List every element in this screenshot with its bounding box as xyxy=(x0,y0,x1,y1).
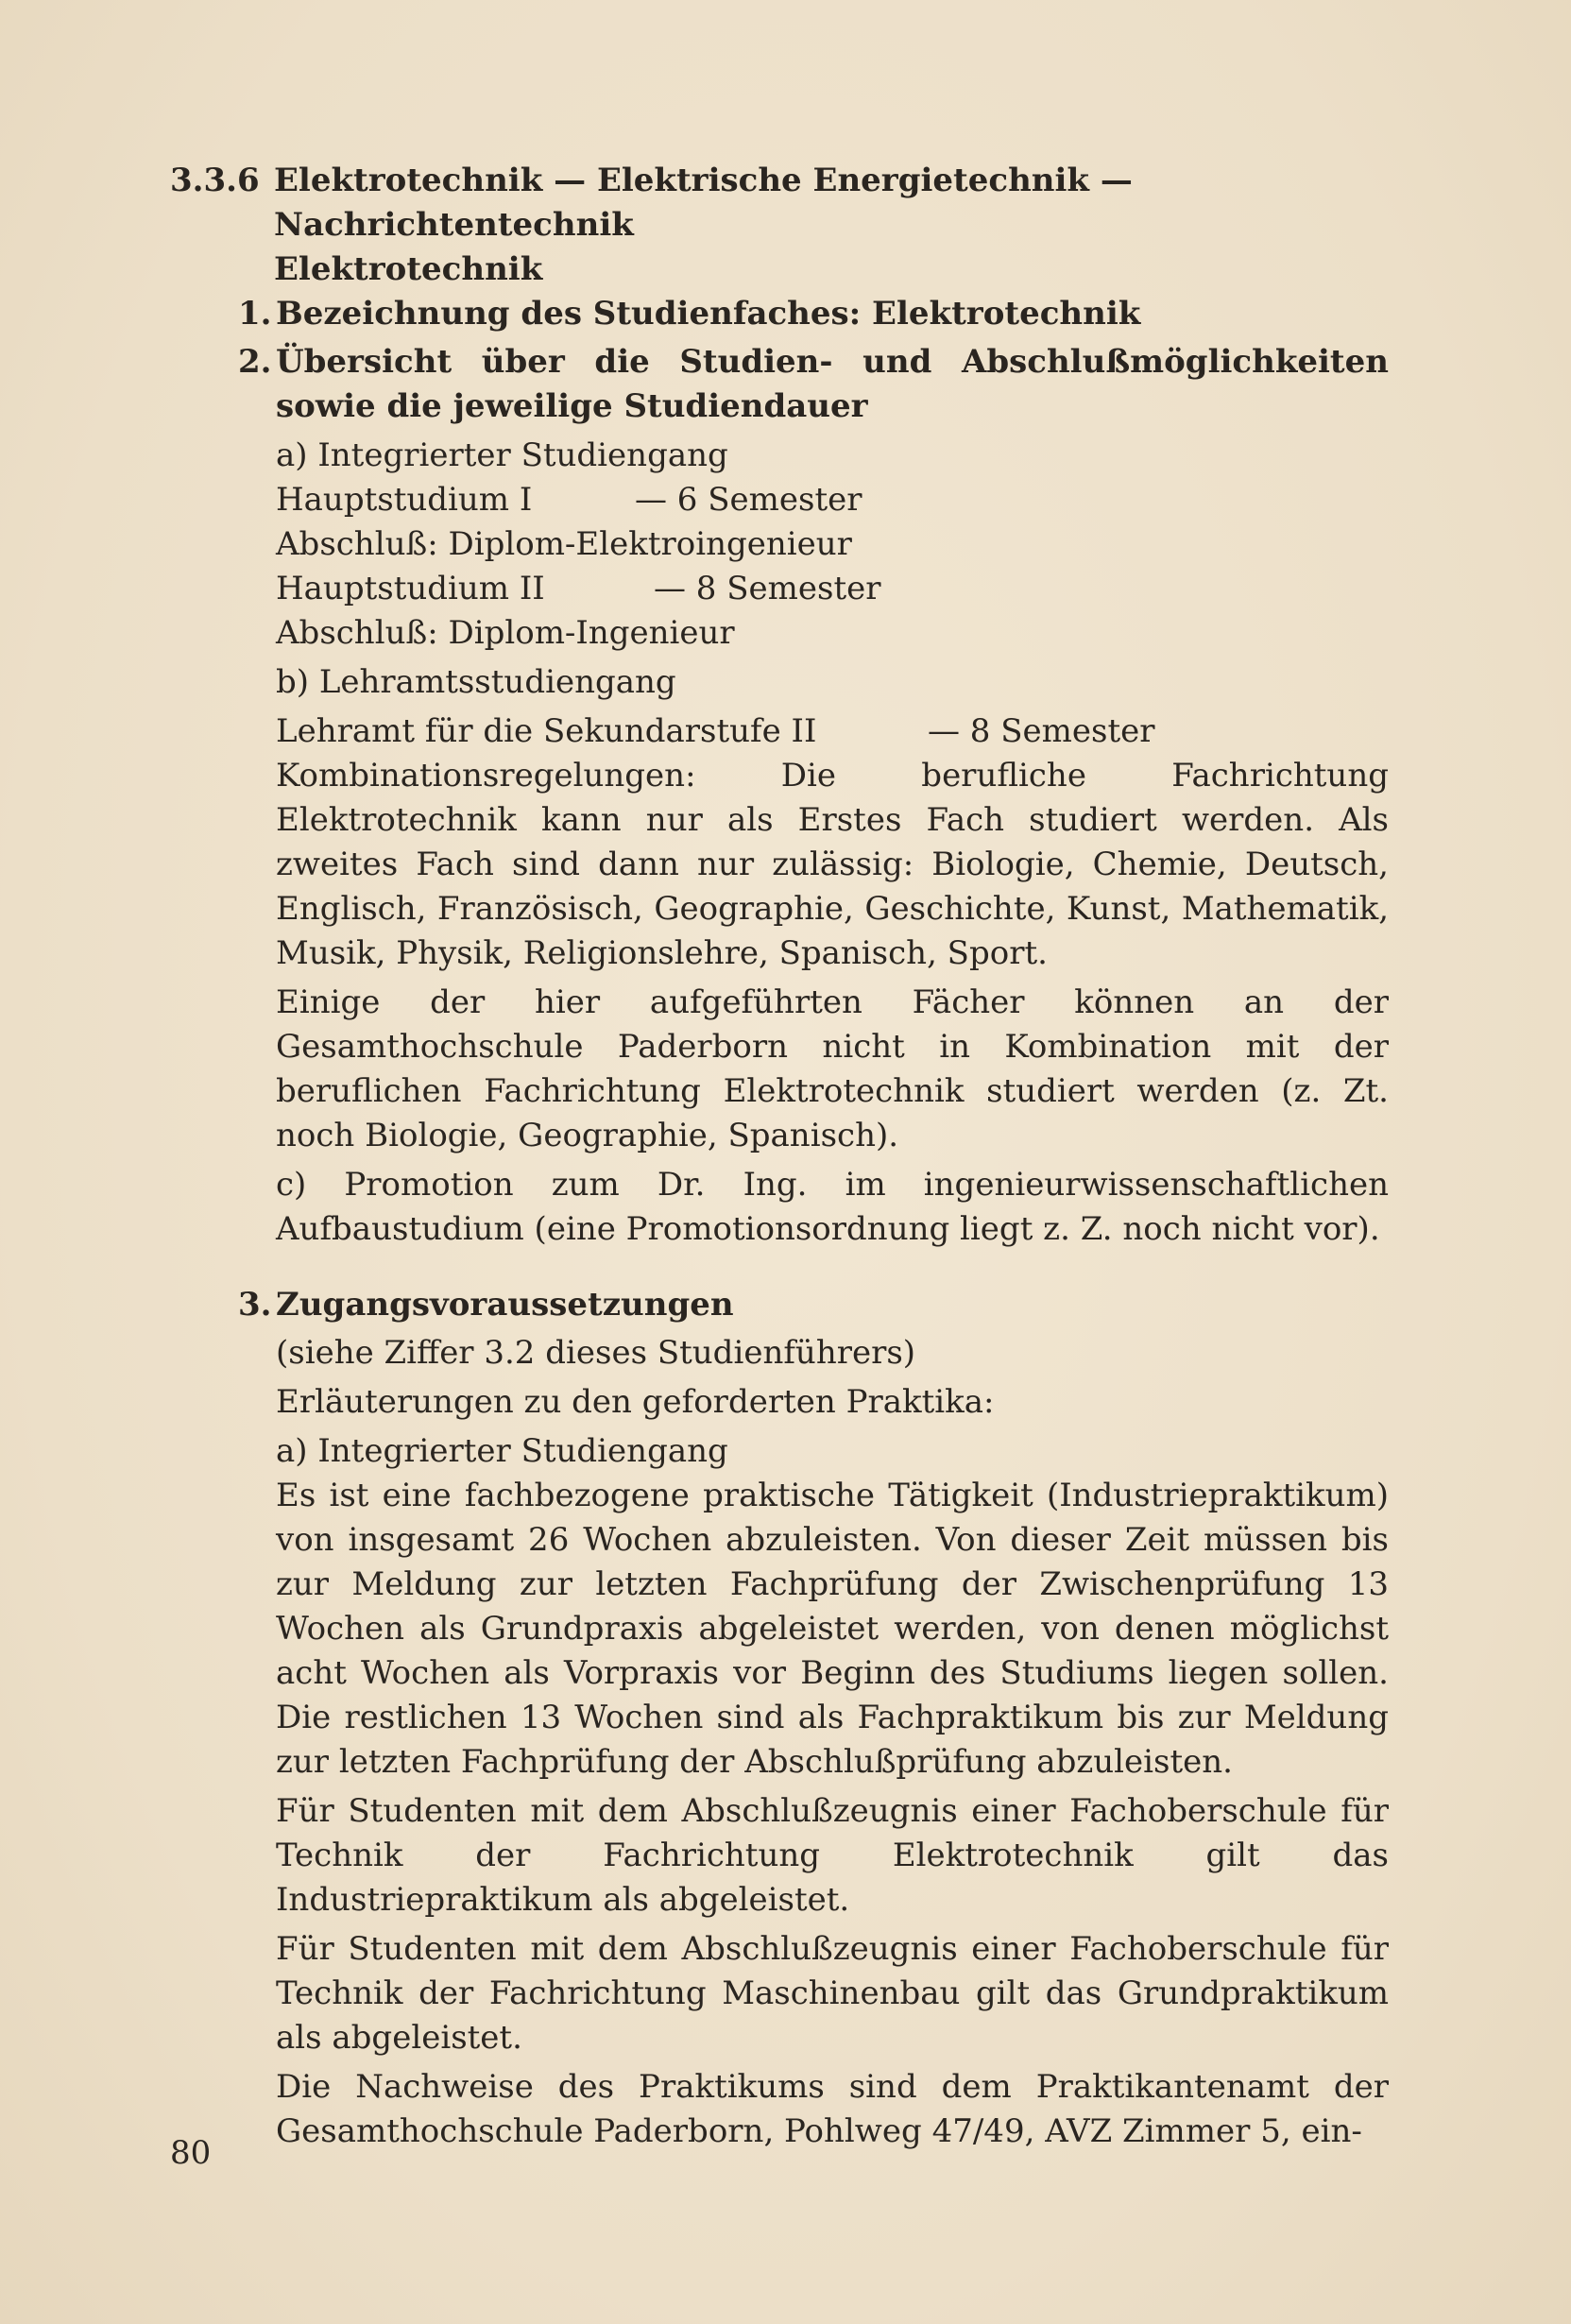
industriepraktikum-paragraph: Es ist eine fachbezogene praktische Tätigkeit (Industriepraktikum) von insgesamt 26 Wochen abzuleisten. Von dieser Zeit müssen bis zur Meldung zur letzten Fachprüfung der Zwischenprüfung 13 Wochen als Grundpraxis abgeleistet werden, von denen möglichst acht Wochen als Vorpraxis vor Beginn des Studiums liegen sollen. Die restlichen 13 Wochen sind als Fachpraktikum bis zur Meldung zur letzten Fachprüfung der Abschlußprüfung abzuleisten. xyxy=(276,1477,1389,1781)
hauptstudium-2-label: Hauptstudium II xyxy=(276,570,545,607)
section-heading xyxy=(170,159,1389,292)
section-number: 3.3.6 xyxy=(170,162,260,199)
hauptstudium-1-row xyxy=(276,478,1389,522)
item-3-number: 3. xyxy=(238,1286,272,1324)
item-2-a-label: a) Integrierter Studiengang xyxy=(276,436,728,474)
hauptstudium-1-label: Hauptstudium I xyxy=(276,481,533,519)
fachoberschule-elektro-paragraph: Für Studenten mit dem Abschlußzeugnis einer Fachoberschule für Technik der Fachrichtung Elektrotechnik gilt das Industriepraktikum als abgeleistet. xyxy=(276,1792,1389,1919)
item-3 xyxy=(238,1283,1389,2159)
fachoberschule-maschinenbau-paragraph: Für Studenten mit dem Abschlußzeugnis einer Fachoberschule für Technik der Fachrichtung Maschinenbau gilt das Grundpraktikum als abgeleistet. xyxy=(276,1930,1389,2057)
item-2 xyxy=(238,340,1389,1256)
einige-faecher-paragraph: Einige der hier aufgeführten Fächer können an der Gesamthochschule Paderborn nicht in Kombination mit der beruflichen Fachrichtung Elektrotechnik studiert werden (z. Zt. noch Biologie, Geographie, Spanisch). xyxy=(276,983,1389,1154)
promotion-paragraph: c) Promotion zum Dr. Ing. im ingenieurwissenschaftlichen Aufbaustudium (eine Promotionsordnung liegt z. Z. noch nicht vor). xyxy=(276,1166,1389,1248)
praktika-intro: Erläuterungen zu den geforderten Praktika: xyxy=(276,1383,995,1421)
kombination-paragraph: Kombinationsregelungen: Die berufliche Fachrichtung Elektrotechnik kann nur als Erstes Fach studiert werden. Als zweites Fach sind dann nur zulässig: Biologie, Chemie, Deutsch, Englisch, Französisch, Geographie, Geschichte, Kunst, Mathematik, Musik, Physik, Religionslehre, Spanisch, Sport. xyxy=(276,757,1389,972)
section-title-line1: Elektrotechnik — Elektrische Energietechnik — Nachrichtentechnik xyxy=(274,162,1133,244)
lehramt-label: Lehramt für die Sekundarstufe II xyxy=(276,712,817,750)
hauptstudium-1-degree: Abschluß: Diplom-Elektroingenieur xyxy=(276,525,852,563)
section-title-line2: Elektrotechnik xyxy=(274,250,543,288)
section-title xyxy=(274,159,1389,292)
hauptstudium-2-value: — 8 Semester xyxy=(654,570,881,607)
hauptstudium-2-row xyxy=(276,567,1389,611)
item-3-a-label: a) Integrierter Studiengang xyxy=(276,1432,728,1470)
page-number: 80 xyxy=(170,2134,212,2172)
item-2-title: Übersicht über die Studien- und Abschlußmöglichkeiten sowie die jeweilige Studiendauer xyxy=(276,343,1389,425)
item-2-number: 2. xyxy=(238,343,272,381)
item-1-title: Bezeichnung des Studienfaches: Elektrotechnik xyxy=(276,295,1141,333)
item-3-reference: (siehe Ziffer 3.2 dieses Studienführers) xyxy=(276,1334,916,1372)
item-1-number: 1. xyxy=(238,295,272,333)
page-content xyxy=(170,159,1389,2159)
lehramt-value: — 8 Semester xyxy=(928,712,1155,750)
lehramt-row xyxy=(276,709,1389,754)
nachweise-paragraph: Die Nachweise des Praktikums sind dem Praktikantenamt der Gesamthochschule Paderborn, Pohlweg 47/49, AVZ Zimmer 5, ein- xyxy=(276,2068,1389,2150)
hauptstudium-2-degree: Abschluß: Diplom-Ingenieur xyxy=(276,614,735,652)
item-1 xyxy=(238,292,1389,340)
hauptstudium-1-value: — 6 Semester xyxy=(635,481,862,519)
item-3-title: Zugangsvoraussetzungen xyxy=(276,1286,734,1324)
item-2-b-label: b) Lehramtsstudiengang xyxy=(276,663,676,701)
